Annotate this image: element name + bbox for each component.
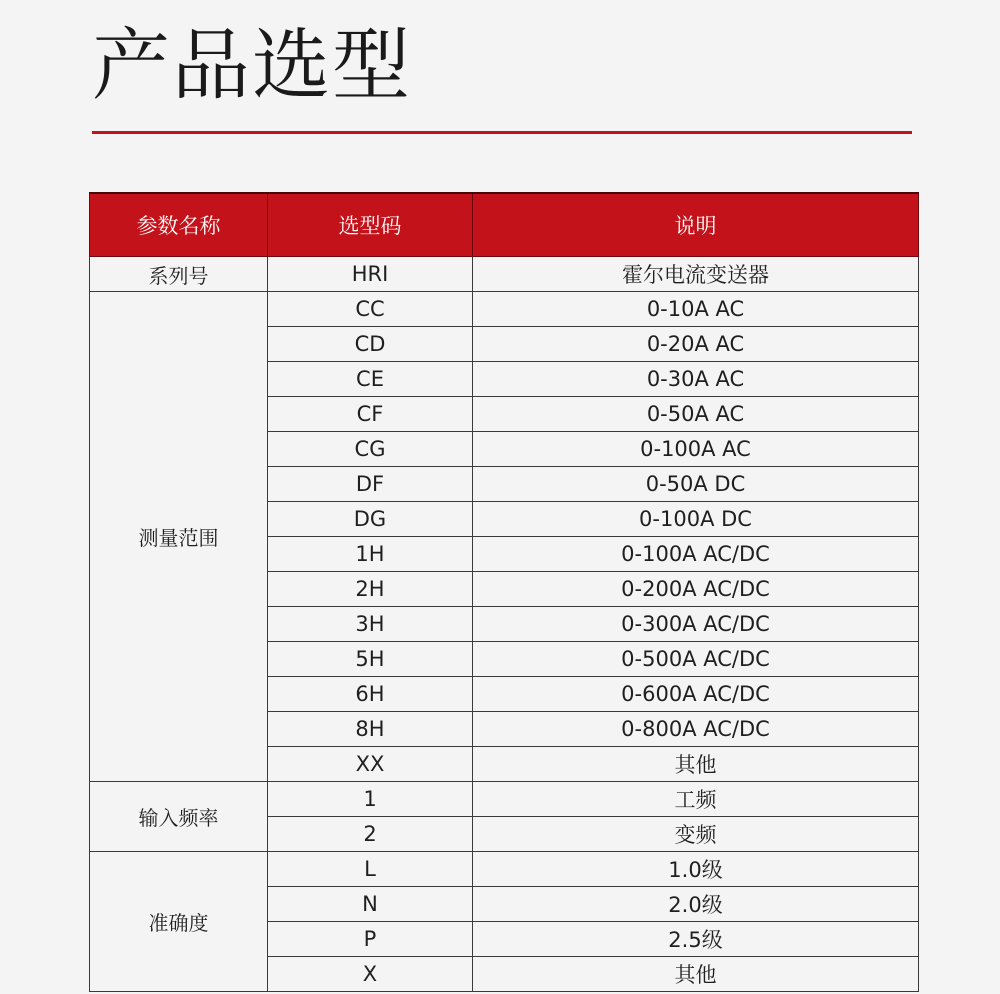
description-cell: 0-20A AC bbox=[473, 327, 919, 362]
description-cell: 1.0级 bbox=[473, 852, 919, 887]
description-cell: 0-30A AC bbox=[473, 362, 919, 397]
description-cell: 0-50A DC bbox=[473, 467, 919, 502]
param-name-cell: 测量范围 bbox=[90, 292, 268, 782]
description-cell: 0-200A AC/DC bbox=[473, 572, 919, 607]
selection-code-cell: X bbox=[268, 957, 473, 992]
description-cell: 其他 bbox=[473, 747, 919, 782]
param-name-cell: 准确度 bbox=[90, 852, 268, 992]
selection-code-cell: 3H bbox=[268, 607, 473, 642]
description-cell: 2.5级 bbox=[473, 922, 919, 957]
header-code: 选型码 bbox=[268, 193, 473, 257]
description-cell: 0-100A DC bbox=[473, 502, 919, 537]
description-cell: 工频 bbox=[473, 782, 919, 817]
description-cell: 0-100A AC/DC bbox=[473, 537, 919, 572]
header-param: 参数名称 bbox=[90, 193, 268, 257]
table-row bbox=[90, 292, 919, 327]
description-cell: 0-50A AC bbox=[473, 397, 919, 432]
selection-code-cell: P bbox=[268, 922, 473, 957]
description-cell: 霍尔电流变送器 bbox=[473, 257, 919, 292]
selection-code-cell: DG bbox=[268, 502, 473, 537]
description-cell: 其他 bbox=[473, 957, 919, 992]
title-divider bbox=[92, 131, 912, 134]
selection-code-cell: 1H bbox=[268, 537, 473, 572]
description-cell: 0-800A AC/DC bbox=[473, 712, 919, 747]
table-body bbox=[90, 257, 919, 992]
selection-code-cell: 6H bbox=[268, 677, 473, 712]
description-cell: 0-500A AC/DC bbox=[473, 642, 919, 677]
selection-code-cell: XX bbox=[268, 747, 473, 782]
param-name-cell: 输入频率 bbox=[90, 782, 268, 852]
description-cell: 0-600A AC/DC bbox=[473, 677, 919, 712]
description-cell: 0-100A AC bbox=[473, 432, 919, 467]
table-row bbox=[90, 257, 919, 292]
selection-code-cell: L bbox=[268, 852, 473, 887]
selection-code-cell: CD bbox=[268, 327, 473, 362]
table-row bbox=[90, 782, 919, 817]
table-row bbox=[90, 852, 919, 887]
description-cell: 0-10A AC bbox=[473, 292, 919, 327]
description-cell: 0-300A AC/DC bbox=[473, 607, 919, 642]
description-cell: 变频 bbox=[473, 817, 919, 852]
selection-code-cell: 2H bbox=[268, 572, 473, 607]
selection-code-cell: 2 bbox=[268, 817, 473, 852]
description-cell: 2.0级 bbox=[473, 887, 919, 922]
selection-code-cell: CC bbox=[268, 292, 473, 327]
header-desc: 说明 bbox=[473, 193, 919, 257]
selection-code-cell: 5H bbox=[268, 642, 473, 677]
selection-code-cell: N bbox=[268, 887, 473, 922]
selection-code-cell: CG bbox=[268, 432, 473, 467]
selection-code-cell: CF bbox=[268, 397, 473, 432]
param-name-cell: 系列号 bbox=[90, 257, 268, 292]
selection-table bbox=[89, 192, 919, 992]
selection-code-cell: CE bbox=[268, 362, 473, 397]
selection-code-cell: HRI bbox=[268, 257, 473, 292]
selection-code-cell: DF bbox=[268, 467, 473, 502]
header-row bbox=[90, 193, 919, 257]
page-title: 产品选型 bbox=[92, 21, 413, 111]
selection-code-cell: 1 bbox=[268, 782, 473, 817]
selection-code-cell: 8H bbox=[268, 712, 473, 747]
table-header bbox=[90, 193, 919, 257]
